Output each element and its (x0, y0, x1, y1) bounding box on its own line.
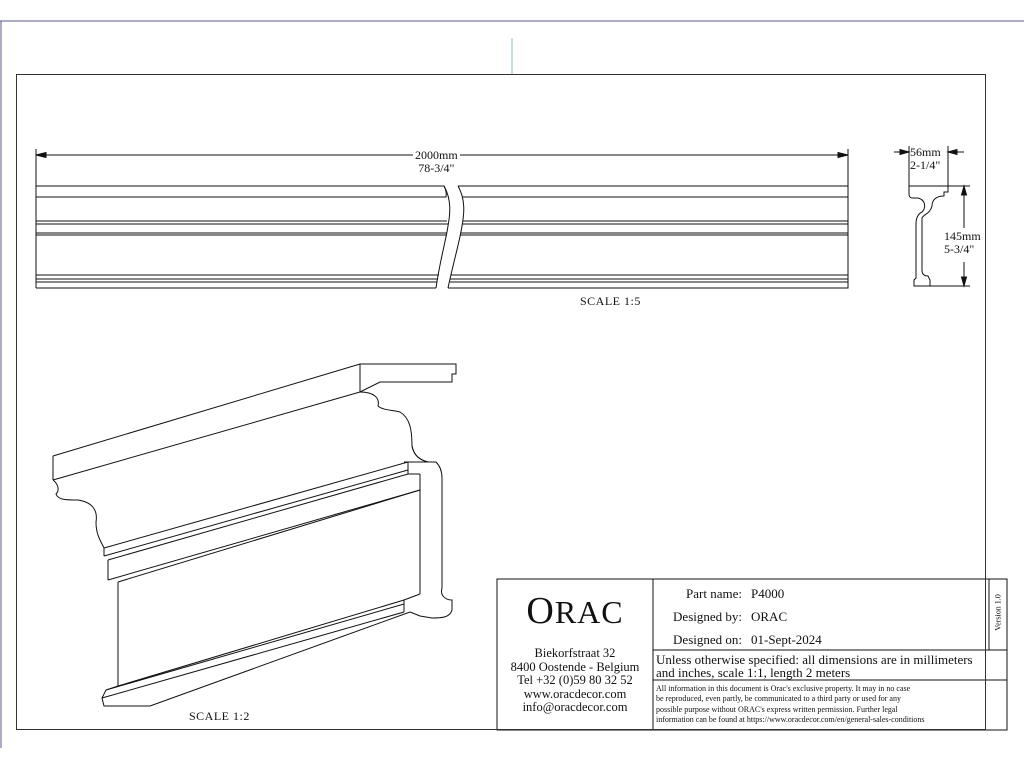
length-dimension-in: 78-3/4" (418, 161, 455, 175)
designed-by-value: ORAC (751, 609, 788, 624)
specification-note (656, 653, 996, 679)
height-dimension-mm: 145mm (944, 229, 981, 243)
company-address (497, 647, 653, 715)
version-label: Version 1.0 (993, 593, 1003, 631)
spec-line-2: and inches, scale 1:1, length 2 meters (656, 665, 851, 680)
scale-iso-label: SCALE 1:2 (189, 709, 250, 723)
logo-text: ORAC (526, 590, 624, 632)
part-name-label: Part name: (686, 586, 742, 601)
part-name-value: P4000 (751, 586, 785, 601)
designed-on-label: Designed on: (673, 632, 742, 647)
address-line-website: www.oracdecor.com (523, 686, 627, 701)
height-dimension-in: 5-3/4" (944, 242, 975, 256)
scale-front-label: SCALE 1:5 (580, 294, 641, 308)
length-dimension (413, 149, 460, 175)
address-line-city: 8400 Oostende - Belgium (510, 659, 640, 674)
length-dimension-mm: 2000mm (415, 148, 458, 162)
designed-on-value: 01-Sept-2024 (751, 632, 822, 647)
height-dimension (942, 230, 983, 256)
title-block (497, 579, 1007, 730)
part-name-label-wrap (656, 586, 742, 602)
designed-on-label-wrap (656, 632, 742, 648)
legal-line-3: possible purpose without ORAC's express written permission. Further legal (656, 704, 898, 714)
legal-notice (656, 684, 1001, 725)
legal-line-1: All information in this document is Orac's exclusive property. It may in no case (656, 684, 911, 693)
address-line-email: info@oracdecor.com (522, 700, 628, 714)
legal-line-4: information can be found at https://www.oracdecor.com/en/general-sales-conditions (656, 714, 925, 724)
address-line-phone: Tel +32 (0)59 80 32 52 (517, 673, 633, 687)
version-box (989, 584, 1007, 640)
designed-by-label: Designed by: (673, 609, 742, 624)
width-dimension (910, 146, 941, 172)
designed-by-label-wrap (656, 609, 742, 625)
orac-logo (497, 579, 653, 643)
legal-line-2: be reproduced, even partly, be communicated to a third party or used for any (656, 694, 901, 704)
address-line-street: Biekorfstraat 32 (534, 646, 616, 660)
width-dimension-mm: 56mm (910, 145, 941, 159)
width-dimension-in: 2-1/4" (910, 158, 941, 172)
spec-line-1: Unless otherwise specified: all dimensions are in millimeters (656, 652, 973, 667)
